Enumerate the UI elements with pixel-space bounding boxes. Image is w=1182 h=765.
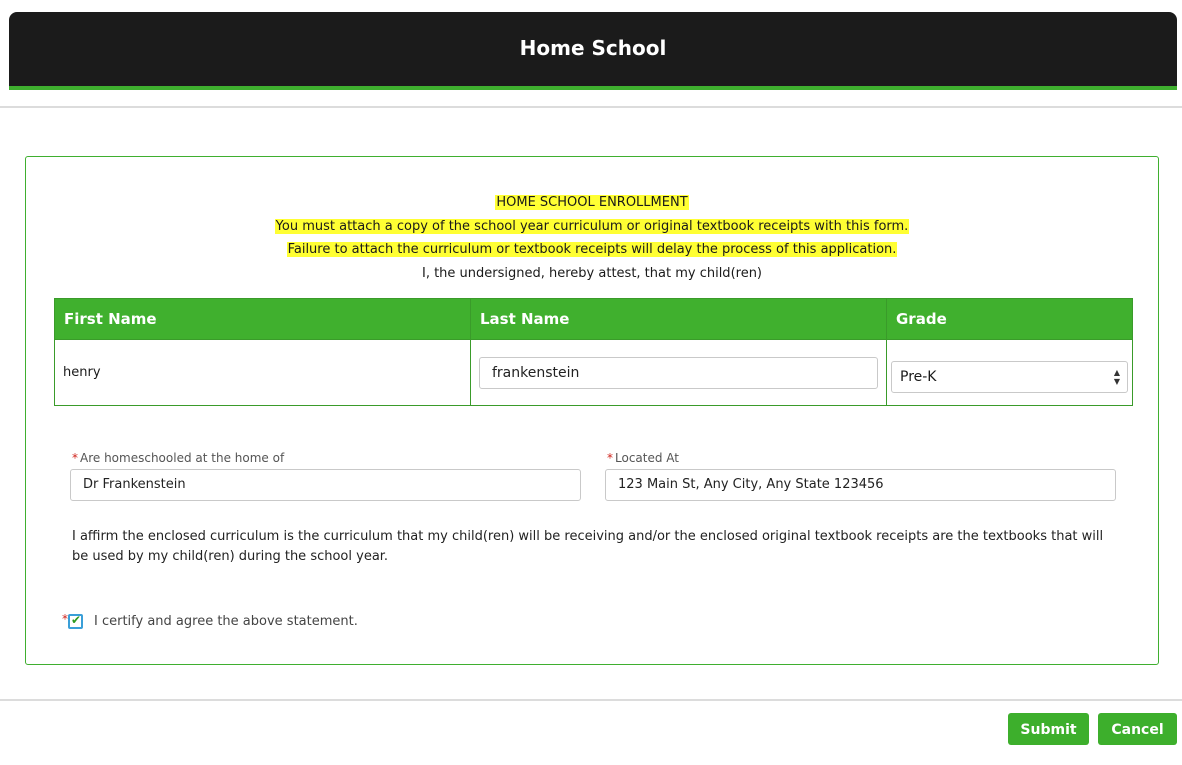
column-header-grade: Grade bbox=[887, 299, 1133, 340]
first-name-cell: henry bbox=[55, 340, 471, 406]
modal-header bbox=[9, 12, 1177, 90]
modal-title: Home School bbox=[519, 36, 667, 60]
attest-line: I, the undersigned, hereby attest, that my child(ren) bbox=[421, 266, 763, 281]
column-header-last-name: Last Name bbox=[471, 299, 887, 340]
notice-heading-text: HOME SCHOOL ENROLLMENT bbox=[496, 195, 688, 210]
last-name-input[interactable]: frankenstein bbox=[479, 357, 878, 389]
table-header-row bbox=[55, 299, 1133, 340]
footer-divider bbox=[0, 699, 1182, 701]
last-name-cell bbox=[471, 340, 887, 406]
located-at-label-text: Located At bbox=[615, 451, 679, 465]
located-at-input[interactable]: 123 Main St, Any City, Any State 123456 bbox=[605, 469, 1116, 501]
notice-line-1 bbox=[26, 218, 1158, 236]
column-header-first-name: First Name bbox=[55, 299, 471, 340]
required-asterisk: * bbox=[72, 451, 78, 465]
cancel-button[interactable]: Cancel bbox=[1098, 713, 1177, 745]
certify-label: I certify and agree the above statement. bbox=[94, 614, 358, 629]
required-asterisk: * bbox=[607, 451, 613, 465]
notice-heading bbox=[26, 194, 1158, 212]
certify-checkbox[interactable] bbox=[68, 614, 83, 629]
form-panel bbox=[25, 156, 1159, 665]
notice-line-2-text: Failure to attach the curriculum or textbook receipts will delay the process of this application. bbox=[287, 242, 897, 257]
home-of-label bbox=[72, 450, 284, 466]
header-divider bbox=[0, 106, 1182, 108]
table-row bbox=[55, 340, 1133, 406]
affirmation-text: I affirm the enclosed curriculum is the curriculum that my child(ren) will be receiving and/or the enclosed original textbook receipts are the textbooks that will be used by my child(ren) during the school year. bbox=[72, 529, 1104, 564]
children-table bbox=[54, 298, 1133, 406]
located-at-label bbox=[607, 450, 679, 466]
home-of-label-text: Are homeschooled at the home of bbox=[80, 451, 285, 465]
required-asterisk: * bbox=[62, 612, 68, 626]
grade-cell bbox=[887, 340, 1133, 406]
notice-line-2 bbox=[26, 241, 1158, 259]
notice-line-1-text: You must attach a copy of the school year curriculum or original textbook receipts with this form. bbox=[275, 219, 909, 234]
submit-button[interactable]: Submit bbox=[1008, 713, 1089, 745]
grade-select[interactable] bbox=[891, 361, 1128, 393]
checkmark-icon: ✔ bbox=[71, 613, 82, 627]
home-of-input[interactable]: Dr Frankenstein bbox=[70, 469, 581, 501]
grade-select-value: Pre-K bbox=[900, 368, 937, 385]
updown-arrows-icon: ▲ ▼ bbox=[1113, 367, 1120, 386]
